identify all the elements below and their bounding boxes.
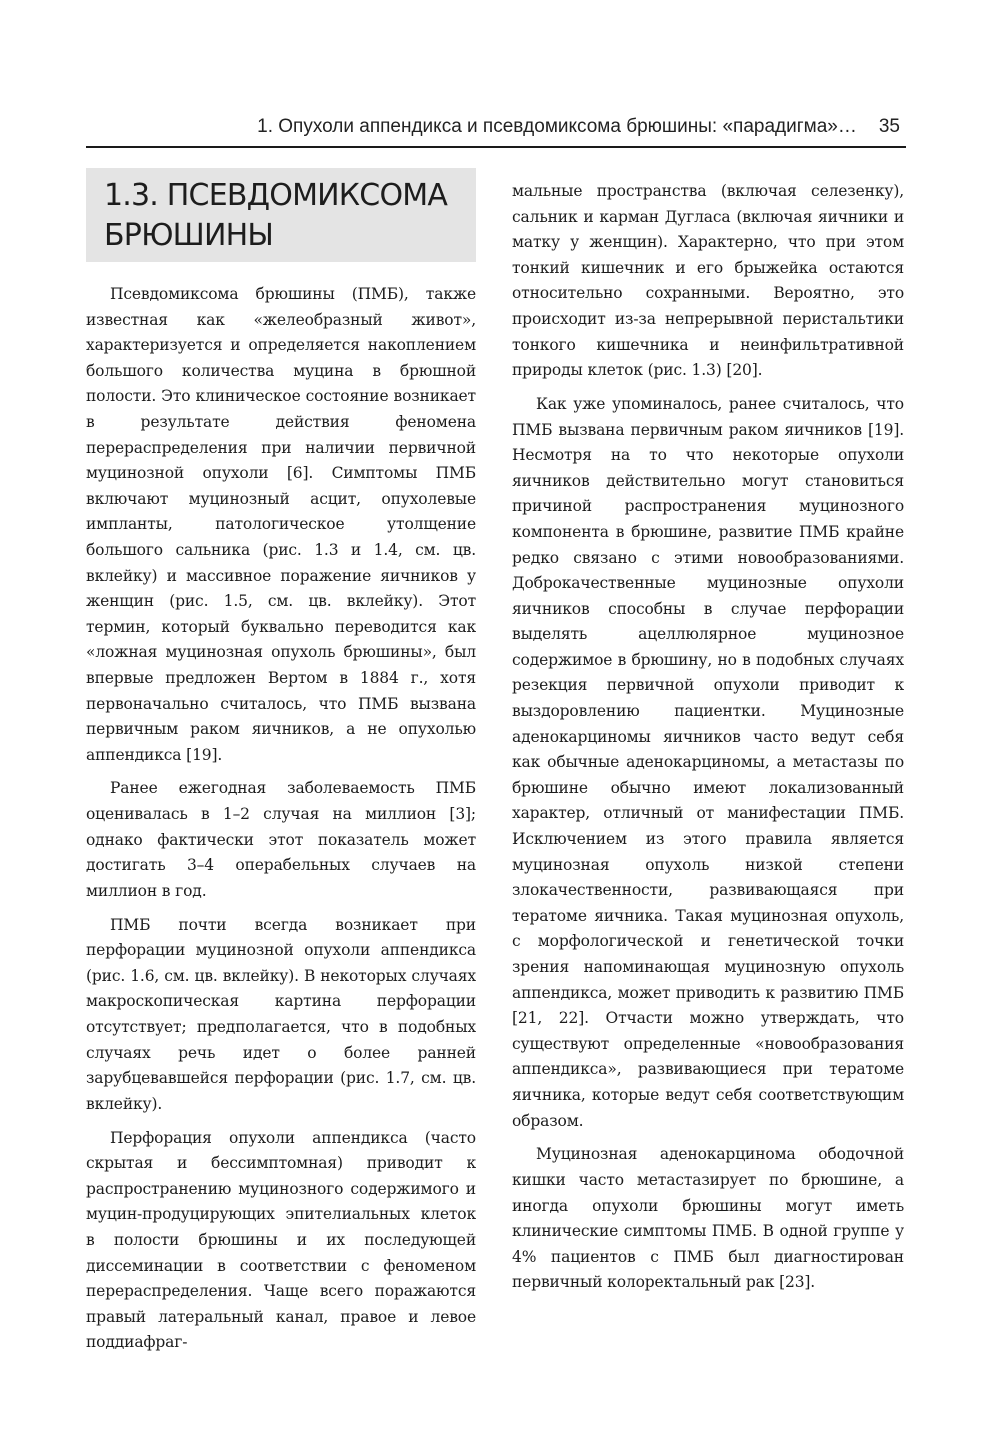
section-heading-line-2: БРЮШИНЫ xyxy=(104,218,274,253)
page-number: 35 xyxy=(878,116,900,137)
running-head xyxy=(86,108,906,148)
paragraph: Как уже упоминалось, ранее считалось, что ПМБ вызвана первичным раком яичников [19]. Несмотря на то что некоторые опухоли яичников действительно могут становиться причиной распространения муцинозного компонента в брюшине, развитие ПМБ крайне редко связано с этими новообразованиями. Доброкачественные муцинозные опухоли яичников способны в случае перфорации выделять ацеллюлярное муцинозное содержимое в брюшину, но в подобных случаях резекция первичной опухоли приводит к выздоровлению пациентки. Муцинозные аденокарциномы яичников часто ведут себя как обычные аденокарциномы, а метастазы по брюшине обычно имеют локализованный характер, отличный от манифестации ПМБ. Исключением из этого правила является муцинозная опухоль низкой степени злокачественности, развивающаяся при тератоме яичника. Такая муцинозная опухоль, с морфологической и генетической точки зрения напоминающая муцинозную опухоль аппендикса, может приводить к развитию ПМБ [21, 22]. Отчасти можно утверждать, что существуют определенные «новообразования аппендикса», развивающиеся при тератоме яичника, которые ведут себя соответствующим образом. xyxy=(512,394,904,1130)
paragraph: Псевдомиксома брюшины (ПМБ), также известная как «желеобразный живот», характеризуется и определяется накоплением большого количества муцина в брюшной полости. Это клиническое состояние возникает в результате действия феномена перераспределения при наличии первичной муцинозной опухоли [6]. Симптомы ПМБ включают муцинозный асцит, опухолевые импланты, патологическое утолщение большого сальника (рис. 1.3 и 1.4, см. цв. вклейку) и массивное поражение яичников у женщин (рис. 1.5, см. цв. вклейку). Этот термин, который буквально переводится как «ложная муцинозная опухоль брюшины», был впервые предложен Вертом в 1884 г., хотя первоначально считалось, что ПМБ вызвана первичным раком яичников, а не опухолью аппендикса [19]. xyxy=(86,285,476,764)
right-column xyxy=(512,179,904,1304)
section-heading-box xyxy=(86,168,476,262)
paragraph-continued: мальные пространства (включая селезенку), сальник и карман Дугласа (включая яичники и матку у женщин). Характерно, что при этом тонкий кишечник и его брыжейка остаются относительно сохранными. Вероятно, это происходит из-за непрерывной перистальтики тонкого кишечника и неинфильтративной природы клеток (рис. 1.3) [20]. xyxy=(512,182,904,380)
paragraph: Муцинозная аденокарцинома ободочной кишки часто метастазирует по брюшине, а иногда опухоли брюшины могут иметь клинические симптомы ПМБ. В одной группе у 4% пациентов с ПМБ был диагностирован первичный колоректальный рак [23]. xyxy=(512,1145,904,1292)
paragraph: Ранее ежегодная заболеваемость ПМБ оценивалась в 1–2 случая на миллион [3]; однако фактически этот показатель может достигать 3–4 операбельных случаев на миллион в год. xyxy=(86,779,476,900)
paragraph: ПМБ почти всегда возникает при перфорации муцинозной опухоли аппендикса (рис. 1.6, см. цв. вклейку). В некоторых случаях макроскопическая картина перфорации отсутствует; предполагается, что в подобных случаях речь идет о более ранней зарубцевавшейся перфорации (рис. 1.7, см. цв. вклейку). xyxy=(86,915,476,1113)
section-heading-line-1: 1.3. ПСЕВДОМИКСОМА xyxy=(104,178,448,213)
paragraph: Перфорация опухоли аппендикса (часто скрытая и бессимптомная) приводит к распространению муцинозного содержимого и муцин-продуцирующих эпителиальных клеток в полости брюшины и их последующей диссеминации в соответствии с феноменом перераспределения. Чаще всего поражаются правый латеральный канал, правое и левое поддиафраг- xyxy=(86,1128,476,1352)
section-heading xyxy=(104,176,458,256)
running-head-title: 1. Опухоли аппендикса и псевдомиксома брюшины: «парадигма»… xyxy=(257,116,857,137)
left-column xyxy=(86,282,476,1364)
